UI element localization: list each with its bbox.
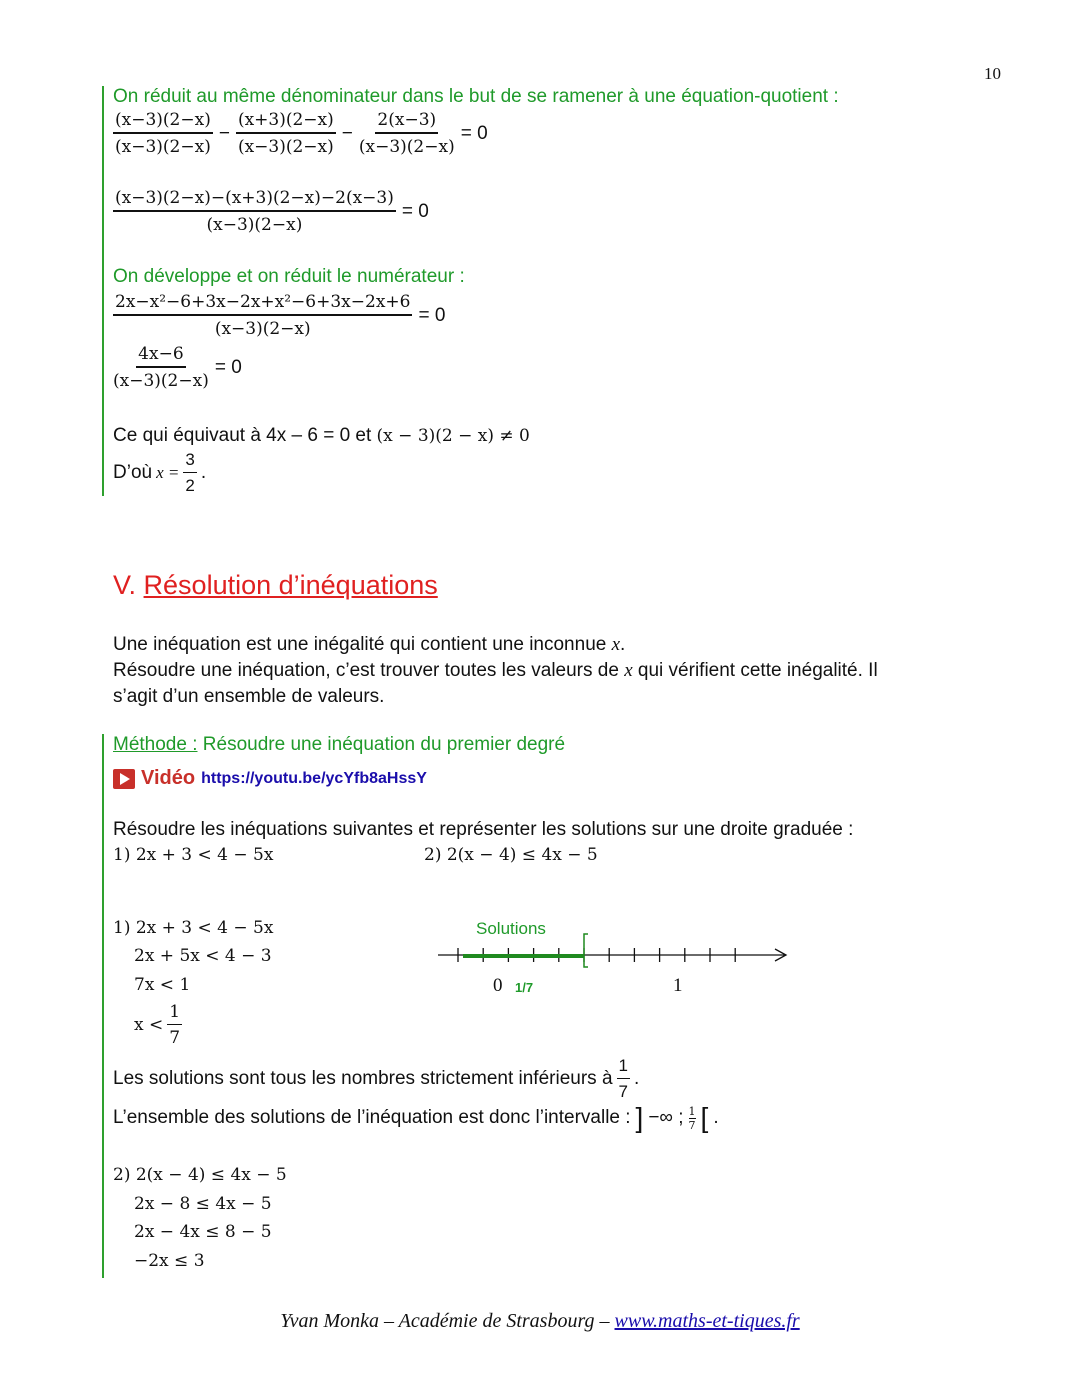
math: x <: [134, 1015, 164, 1035]
footer: [0, 1310, 1080, 1333]
equals-zero: = 0: [418, 304, 446, 326]
fraction: [113, 292, 412, 339]
solution-2-line: 2x − 8 ≤ 4x − 5: [134, 1194, 272, 1214]
video-link[interactable]: https://youtu.be/ycYfb8aHssY: [201, 769, 427, 787]
fraction: [167, 1002, 182, 1048]
numerator: (x−3)(2−x): [113, 110, 213, 134]
definition-line: s’agit d’un ensemble de valeurs.: [113, 686, 385, 707]
numerator: 1: [617, 1056, 630, 1079]
equivalence-line: [113, 425, 530, 447]
definition: [113, 632, 993, 710]
math: x =: [156, 463, 180, 482]
denominator: (x−3)(2−x): [113, 371, 209, 391]
fraction: [113, 110, 213, 157]
equation-2: [113, 188, 429, 235]
fraction: [236, 110, 336, 157]
section-number: V.: [113, 570, 144, 600]
definition-line: [113, 658, 993, 684]
numberline-label: Solutions: [476, 919, 546, 938]
question-2: 2) 2(x − 4) ≤ 4x − 5: [424, 845, 598, 865]
denominator: (x−3)(2−x): [206, 215, 303, 235]
denominator: (x−3)(2−x): [237, 137, 334, 157]
question-1: 1) 2x + 3 < 4 − 5x: [113, 845, 274, 865]
step-develop: On développe et on réduit le numérateur :: [113, 266, 465, 287]
solution-1-line: 2x + 5x < 4 − 3: [134, 946, 272, 966]
text: Une inéquation est une inégalité qui contient une inconnue: [113, 634, 607, 655]
fraction: [113, 188, 396, 235]
denominator: (x−3)(2−x): [214, 319, 311, 339]
text: Les solutions sont tous les nombres strictement inférieurs à: [113, 1068, 613, 1089]
text: D’où: [113, 462, 153, 483]
denominator: 7: [688, 1118, 696, 1132]
solution-2-line: 2x − 4x ≤ 8 − 5: [134, 1222, 272, 1242]
denominator: (x−3)(2−x): [115, 137, 211, 157]
numerator: 2(x−3): [375, 110, 438, 134]
definition-line: Une inéquation est une inégalité qui contient une inconnue x.: [113, 634, 626, 655]
fraction: [183, 450, 196, 496]
fraction: [689, 1105, 696, 1132]
footer-link[interactable]: www.maths-et-tiques.fr: [614, 1310, 800, 1332]
tick-label-0: 0: [493, 975, 503, 996]
numerator: 3: [183, 450, 196, 473]
method-label: Méthode :: [113, 734, 198, 755]
section-title: Résolution d’inéquations: [143, 570, 438, 600]
equals-zero: = 0: [214, 356, 242, 378]
denominator: 2: [185, 476, 195, 495]
footer-text: Yvan Monka – Académie de Strasbourg –: [280, 1310, 615, 1332]
numerator: 4x−6: [136, 344, 185, 368]
solution-text-1: Les solutions sont tous les nombres strictement inférieurs à $\frac{1}{7}$ .: [113, 1056, 640, 1101]
denominator: (x−3)(2−x): [358, 137, 455, 157]
fraction: [113, 344, 209, 391]
open-bracket: [584, 934, 588, 967]
video-label: Vidéo: [141, 767, 196, 789]
text: Ce qui équivaut à 4x – 6 = 0 et: [113, 425, 372, 446]
solution-1-line: 1) 2x + 3 < 4 − 5x: [113, 918, 274, 938]
equals-zero: = 0: [460, 122, 488, 144]
interval-math: −∞ ;: [648, 1107, 684, 1128]
solution-text-2: L’ensemble des solutions de l’inéquation est donc l’intervalle : ] −∞ ; $\frac{1}{7}$ [ .: [113, 1102, 719, 1133]
numerator: 1: [167, 1002, 182, 1025]
method-text: Résoudre une inéquation du premier degré: [197, 734, 566, 755]
solution-2-line: 2) 2(x − 4) ≤ 4x − 5: [113, 1165, 287, 1185]
method-title: [113, 734, 565, 756]
math: x: [624, 660, 633, 681]
fraction: [617, 1056, 630, 1102]
text: qui vérifient cette inégalité. Il: [637, 660, 878, 681]
page-number: 10: [984, 64, 1001, 83]
equation-4: [113, 344, 242, 391]
operator: −: [218, 122, 230, 144]
number-line: [430, 925, 800, 970]
method-margin-bar: [102, 734, 104, 1278]
step-intro: On réduit au même dénominateur dans le but de se ramener à une équation-quotient :: [113, 86, 839, 107]
numerator: (x−3)(2−x)−(x+3)(2−x)−2(x−3): [113, 188, 396, 212]
equation-1: [113, 110, 488, 157]
math: x: [611, 634, 621, 655]
method-margin-bar: [102, 86, 104, 496]
play-icon: [113, 769, 135, 789]
fraction: [359, 110, 455, 157]
tick-label-1: 1: [673, 975, 683, 996]
numerator: 1: [688, 1104, 696, 1118]
math: (x − 3)(2 − x) ≠ 0: [376, 426, 530, 446]
solution-1-line: 7x < 1: [134, 975, 191, 995]
solution-1-line: [134, 1002, 182, 1048]
text: L’ensemble des solutions de l’inéquation est donc l’intervalle :: [113, 1107, 631, 1128]
result-line: [113, 450, 206, 496]
dot: .: [200, 462, 207, 483]
video-line: [113, 767, 427, 790]
solution-2-line: −2x ≤ 3: [134, 1251, 205, 1271]
tick-label-solution: 1/7: [515, 980, 534, 995]
section-heading: [113, 570, 438, 601]
equals-zero: = 0: [401, 200, 429, 222]
equation-3: [113, 292, 445, 339]
numerator: 2x−x²−6+3x−2x+x²−6+3x−2x+6: [113, 292, 412, 316]
operator: −: [341, 122, 353, 144]
denominator: 7: [618, 1082, 628, 1101]
text: Résoudre une inéquation, c’est trouver toutes les valeurs de: [113, 660, 619, 681]
exercise-statement: Résoudre les inéquations suivantes et représenter les solutions sur une droite graduée :: [113, 819, 854, 840]
denominator: 7: [169, 1028, 181, 1048]
numerator: (x+3)(2−x): [236, 110, 336, 134]
